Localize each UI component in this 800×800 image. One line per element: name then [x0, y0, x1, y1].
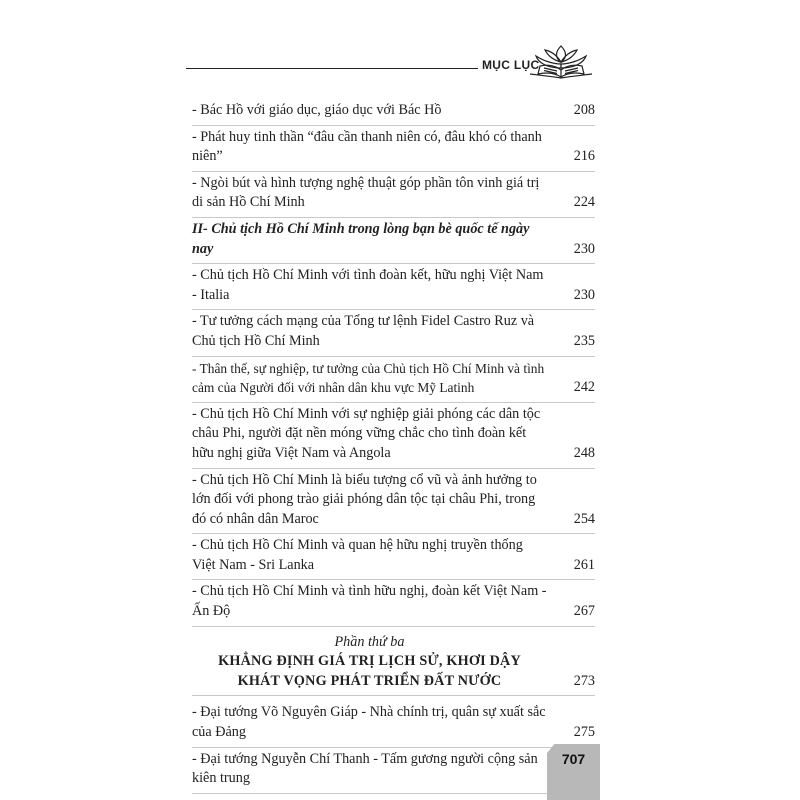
toc-entry-title: - Thân thế, sự nghiệp, tư tưởng của Chủ tịch Hồ Chí Minh và tình cảm của Người đối với nhân dân khu vực Mỹ Latinh: [192, 360, 545, 396]
toc-entry-page: 261: [573, 556, 595, 573]
page-number: 707: [561, 751, 586, 767]
toc-entry-title: - Chủ tịch Hồ Chí Minh và quan hệ hữu nghị truyền thống Việt Nam - Sri Lanka: [192, 537, 523, 573]
toc-entry-title: - Chủ tịch Hồ Chí Minh với tình đoàn kết, hữu nghị Việt Nam - Italia: [192, 267, 544, 303]
part-title-line-2: KHÁT VỌNG PHÁT TRIỂN ĐẤT NƯỚC: [237, 672, 502, 689]
toc-entry-title: - Tư tưởng cách mạng của Tổng tư lệnh Fidel Castro Ruz và Chủ tịch Hồ Chí Minh: [192, 313, 535, 349]
toc-entry: [192, 126, 595, 172]
toc-part-heading: [192, 627, 595, 697]
toc-entry-page: 273: [573, 672, 595, 689]
toc-entry: [192, 172, 595, 218]
toc-entry-page: 275: [573, 724, 595, 741]
toc-entry: [192, 534, 595, 580]
toc-entry-page: 230: [573, 240, 595, 257]
toc-entry-page: 248: [573, 444, 595, 461]
toc-entry-page: 267: [573, 603, 595, 620]
toc-entry: [192, 580, 595, 626]
toc-entry-title: - Ngòi bút và hình tượng nghệ thuật góp phần tôn vinh giá trị di sản Hồ Chí Minh: [192, 174, 540, 211]
toc-entry-title: - Đại tướng Nguyễn Chí Thanh - Tấm gương người cộng sản kiên trung: [192, 750, 538, 787]
toc-entry-page: 216: [573, 148, 595, 165]
toc-entry-title: - Bác Hồ với giáo dục, giáo dục với Bác Hồ: [192, 102, 442, 118]
toc-entry-title: - Chủ tịch Hồ Chí Minh và tình hữu nghị, đoàn kết Việt Nam - Ấn Độ: [192, 583, 547, 620]
toc-entry-page: 230: [573, 286, 595, 303]
toc-section-title: II- Chủ tịch Hồ Chí Minh trong lòng bạn bè quốc tế ngày nay: [192, 220, 530, 257]
toc-entry-page: 254: [573, 510, 595, 527]
toc-entry-title: - Đại tướng Võ Nguyên Giáp - Nhà chính trị, quân sự xuất sắc của Đảng: [192, 704, 546, 741]
toc-entry-page: 208: [573, 102, 595, 118]
table-of-contents: [192, 99, 595, 794]
toc-entry-page: 224: [573, 194, 595, 211]
open-book-lotus-icon: [528, 42, 594, 80]
toc-entry: [192, 469, 595, 535]
toc-entry: [192, 357, 595, 403]
part-title-line-1: KHẲNG ĐỊNH GIÁ TRỊ LỊCH SỬ, KHƠI DẬY: [218, 653, 521, 670]
toc-entry: [192, 696, 595, 747]
toc-entry-page: 242: [573, 379, 595, 396]
toc-entry: [192, 310, 595, 356]
toc-entry: [192, 264, 595, 310]
toc-section-heading: [192, 218, 595, 264]
part-label: Phần thứ ba: [334, 633, 405, 650]
toc-entry: [192, 99, 595, 126]
toc-entry-title: - Chủ tịch Hồ Chí Minh là biểu tượng cổ vũ và ảnh hưởng to lớn đối với phong trào giải phóng dân tộc tại châu Phi, trong đó có nhân dân Maroc: [192, 471, 537, 527]
toc-entry-page: 235: [573, 332, 595, 349]
header-title: MỤC LỤC: [478, 58, 543, 72]
toc-entry: [192, 403, 595, 469]
toc-entry-title: - Chủ tịch Hồ Chí Minh với sự nghiệp giải phóng các dân tộc châu Phi, người đặt nền móng vững chắc cho tình đoàn kết hữu nghị giữa Việt Nam và Angola: [192, 405, 541, 461]
toc-entry: [192, 748, 595, 794]
toc-entry-title: - Phát huy tinh thần “đâu cần thanh niên có, đâu khó có thanh niên”: [192, 128, 542, 165]
